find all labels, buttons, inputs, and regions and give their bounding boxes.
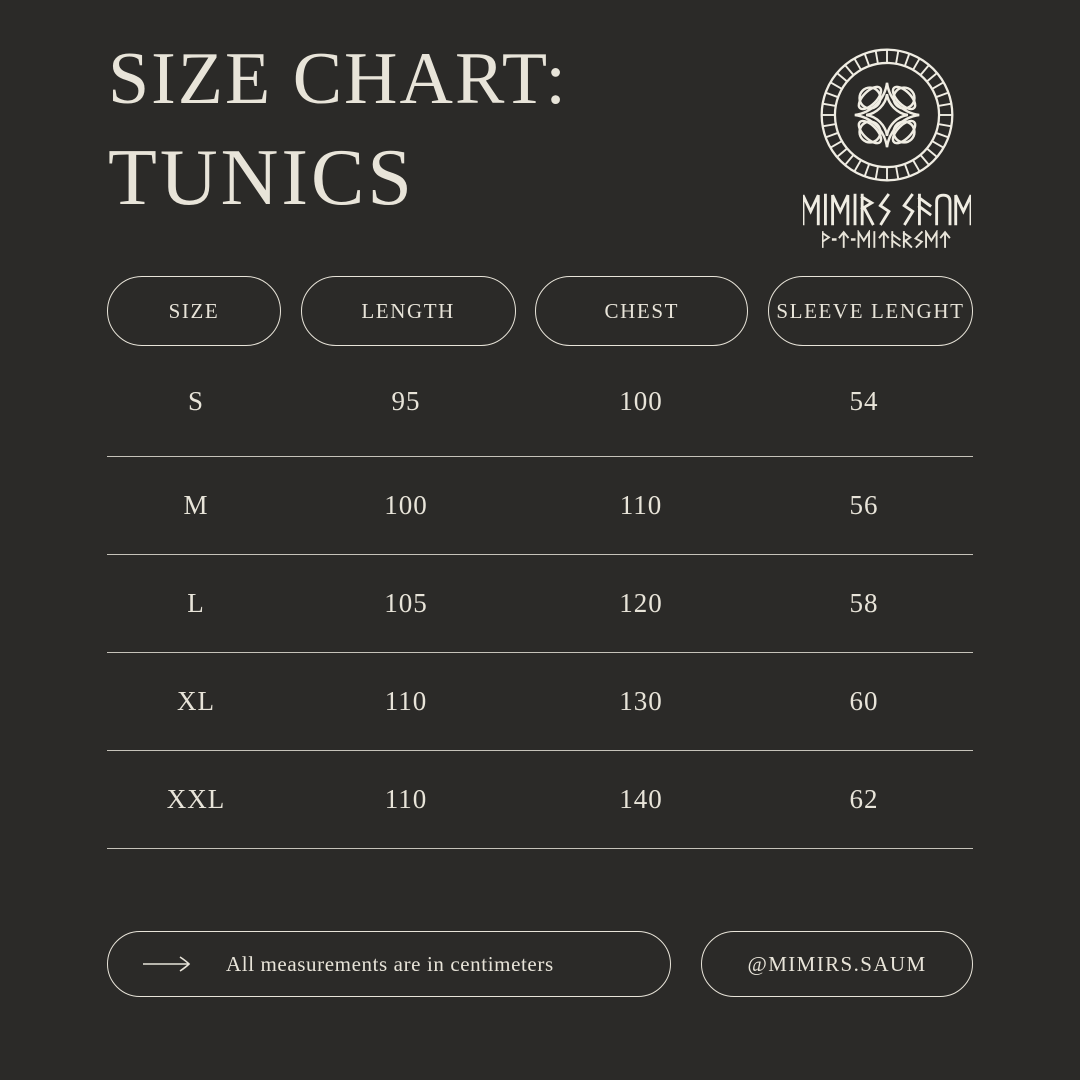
table-row-l — [107, 555, 973, 653]
table-body — [107, 346, 973, 849]
cell-length: 105 — [384, 588, 428, 618]
cell-sleeve: 58 — [849, 588, 879, 618]
cell-length: 100 — [384, 490, 428, 520]
table-row-xl — [107, 653, 973, 751]
header-pill-size — [107, 276, 281, 346]
brand-wordmark — [803, 193, 971, 226]
cell-size: S — [187, 385, 205, 416]
table-row-s — [107, 346, 973, 457]
cell-sleeve: 60 — [849, 686, 879, 716]
right-arrow-icon — [142, 955, 194, 973]
cell-sleeve: 56 — [849, 490, 879, 520]
brand-rune-tagline — [822, 230, 952, 249]
cell-size: XL — [177, 686, 215, 716]
table-row-xxl — [107, 751, 973, 849]
social-handle-pill — [701, 931, 973, 997]
brand-logo — [794, 44, 980, 249]
footer — [107, 931, 973, 997]
cell-chest: 110 — [619, 490, 663, 520]
header-label: CHEST — [604, 298, 680, 323]
cell-chest: 140 — [619, 784, 663, 814]
cell-chest: 100 — [619, 385, 663, 416]
cell-size: L — [187, 588, 205, 618]
header-label: SLEEVE LENGHT — [776, 298, 965, 323]
table-row-m — [107, 457, 973, 555]
measurement-note: All measurements are in centimeters — [226, 951, 554, 976]
cell-chest: 130 — [619, 686, 663, 716]
size-table — [107, 276, 973, 849]
cell-sleeve: 54 — [849, 385, 879, 416]
cell-size: XXL — [166, 784, 226, 814]
cell-length: 110 — [384, 686, 428, 716]
social-handle: @MIMIRS.SAUM — [747, 951, 927, 976]
cell-sleeve: 62 — [849, 784, 879, 814]
measurement-note-pill — [107, 931, 671, 997]
table-header-row — [107, 276, 973, 346]
page-title-block — [108, 38, 568, 222]
norse-knot-emblem-icon — [816, 44, 958, 186]
header — [108, 38, 980, 249]
cell-length: 110 — [384, 784, 428, 814]
header-pill-length — [301, 276, 516, 346]
header-pill-sleeve-length — [768, 276, 973, 346]
cell-length: 95 — [391, 385, 421, 416]
page-title: SIZE CHART: — [108, 38, 568, 120]
header-label: LENGTH — [361, 298, 455, 323]
page-subtitle: TUNICS — [108, 134, 415, 222]
header-label: SIZE — [168, 298, 220, 323]
cell-chest: 120 — [619, 588, 663, 618]
cell-size: M — [183, 490, 209, 520]
header-pill-chest — [535, 276, 748, 346]
